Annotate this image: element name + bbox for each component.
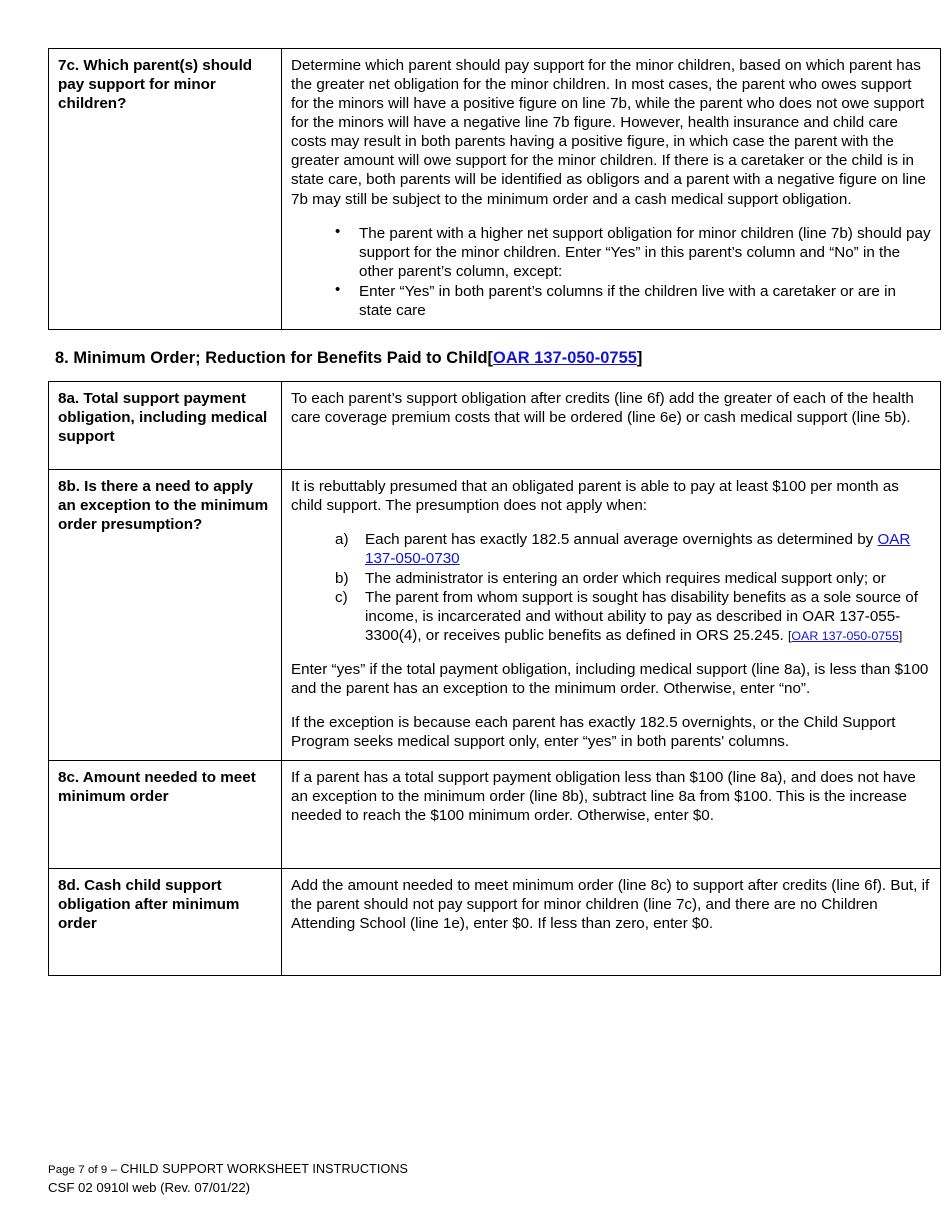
bracket-open: [ (787, 628, 792, 643)
instruction-table-8 (48, 381, 941, 976)
row-description-8b (282, 470, 941, 761)
row-term-8a: 8a. Total support payment obligation, including medical support (49, 382, 282, 470)
paragraph-intro: It is rebuttably presumed that an obligated parent is able to pay at least $100 per month as child support. The presumption does not apply when: (291, 478, 899, 515)
bracket-open: [ (487, 349, 494, 368)
list-item-a (335, 530, 931, 568)
paragraph: If a parent has a total support payment obligation less than $100 (line 8a), and does not have an exception to the minimum order (line 8b), subtract line 8a from $100. This is the increase needed to reach the $100 minimum order. Otherwise, enter $0. (291, 769, 916, 825)
list-item-b-text: The administrator is entering an order which requires medical support only; or (365, 569, 886, 587)
list-item-c (335, 588, 931, 645)
page-footer (48, 1161, 408, 1196)
row-term-8c: 8c. Amount needed to meet minimum order (49, 761, 282, 868)
row-description-8d (282, 868, 941, 975)
row-term-7c: 7c. Which parent(s) should pay support for minor children? (49, 49, 282, 330)
table-row (49, 382, 941, 470)
table-row (49, 49, 941, 330)
instruction-table-7c (48, 48, 941, 330)
footer-form-id: CSF 02 0910l web (Rev. 07/01/22) (48, 1179, 251, 1195)
list-item-b (335, 569, 931, 588)
paragraph-3: If the exception is because each parent has exactly 182.5 overnights, or the Child Support Program seeks medical support only, enter “yes” in both parents' columns. (291, 714, 896, 751)
table-row (49, 470, 941, 761)
bracket-close: ] (898, 628, 903, 643)
table-row (49, 868, 941, 975)
bullet-list (291, 224, 931, 320)
bracket-close: ] (636, 349, 643, 368)
paragraph: Add the amount needed to meet minimum order (line 8c) to support after credits (line 6f). But, if the parent should not pay support for minor children (line 7c), and there are no Children Attending School (line 1e), enter $0. If less than zero, enter $0. (291, 876, 930, 932)
section-heading-8 (55, 349, 902, 368)
list-item-a-text: Each parent has exactly 182.5 annual average overnights as determined by (365, 531, 878, 549)
table-row (49, 761, 941, 868)
list-item-c-text: The parent from whom support is sought has disability benefits as a sole source of income, is incarcerated and without ability to pay as described in OAR 137-055-3300(4), or receives public benefits as defined in ORS 25.245. (365, 588, 918, 644)
list-item: • Enter “Yes” in both parent’s columns if the children live with a caretaker or are in state care (335, 282, 931, 320)
row-description-7c (282, 49, 941, 330)
oar-link-137-050-0730[interactable]: OAR 137-050-0730 (365, 531, 911, 568)
section-heading-title: 8. Minimum Order; Reduction for Benefits Paid to Child (55, 349, 488, 368)
row-term-8b: 8b. Is there a need to apply an exception to the minimum order presumption? (49, 470, 282, 761)
footer-line-1 (48, 1161, 408, 1178)
footer-separator: – (107, 1164, 121, 1177)
oar-link-137-050-0755[interactable]: OAR 137-050-0755 (493, 349, 637, 368)
paragraph-2: Enter “yes” if the total payment obligation, including medical support (line 8a), is less than $100 and the parent has an exception to the minimum order. Otherwise, enter “no”. (291, 660, 929, 697)
lettered-list (291, 530, 931, 644)
oar-link-137-050-0755-inline[interactable]: OAR 137-050-0755 (791, 628, 899, 643)
row-description-8c (282, 761, 941, 868)
paragraph: Determine which parent should pay support for the minor children, based on which parent has the greater net obligation for the minor children. In most cases, the parent who owes support for the minors will have a positive figure on line 7b, while the parent who does not owe support for the minors will have a negative line 7b figure. However, health insurance and child care costs may result in both parents having a positive figure, in which case the parent with the greater amount will owe support for the minor children. If there is a caretaker or the child is in state care, both parents will be identified as obligors and a parent with a negative figure on line 7b may still be subject to the minimum order and a cash medical support obligation. (291, 57, 926, 208)
list-item: • The parent with a higher net support obligation for minor children (line 7b) should pay support for the minor children. Enter “Yes” in this parent’s column and “No” in the other parent’s column, except: (335, 224, 931, 281)
row-description-8a (282, 382, 941, 470)
page-number-label: Page 7 of 9 (48, 1164, 108, 1177)
row-term-8d: 8d. Cash child support obligation after minimum order (49, 868, 282, 975)
footer-doc-title: CHILD SUPPORT WORKSHEET INSTRUCTIONS (120, 1162, 409, 1177)
paragraph: To each parent’s support obligation after credits (line 6f) add the greater of each of the health care coverage premium costs that will be ordered (line 6e) or cash medical support (line 5b). (291, 390, 914, 427)
